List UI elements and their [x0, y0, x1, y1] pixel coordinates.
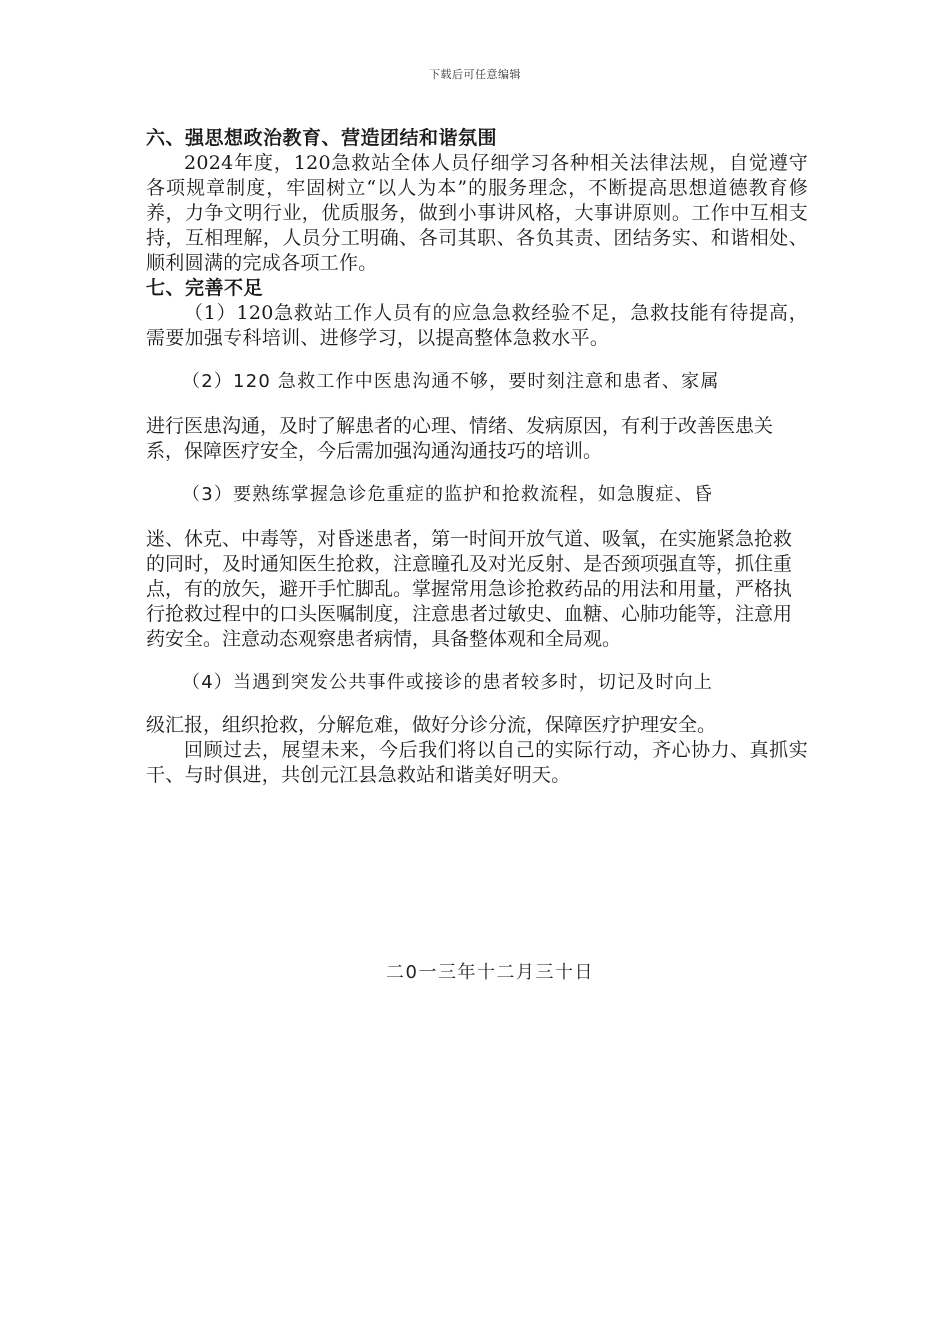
section-7-heading: 七、完善不足 — [146, 277, 264, 299]
document-date: 二0一三年十二月三十日 — [386, 962, 594, 983]
section-7-item-3 — [146, 482, 808, 652]
section-7-item-2-continued: 进行医患沟通，及时了解患者的心理、情绪、发病原因，有利于改善医患关系，保障医疗安全，今后需加强沟通沟通技巧的培训。 — [146, 415, 774, 462]
section-7-item-4-first-line: （4）当遇到突发公共事件或接诊的患者较多时，切记及时向上 — [182, 672, 714, 693]
section-6-paragraph: 2024年度，120急救站全体人员仔细学习各种相关法律法规，自觉遵守各项规章制度，牢固树立“以人为本”的服务理念，不断提高思想道德教育修养，力争文明行业，优质服务，做到小事讲风格，大事讲原则。工作中互相支持，互相理解，人员分工明确、各司其职、各负其责、团结务实、和谐相处、顺利圆满的完成各项工作。 — [146, 152, 808, 274]
page-header-note: 下载后可任意编辑 — [429, 68, 521, 81]
section-7-item-1: （1）120急救站工作人员有的应急急救经验不足，急救技能有待提高，需要加强专科培训、进修学习，以提高整体急救水平。 — [146, 302, 808, 349]
document-body — [146, 126, 808, 788]
section-7-item-3-first-line: （3）要熟练掌握急诊危重症的监护和抢救流程，如急腹症、昏 — [182, 484, 714, 505]
section-7-item-4 — [146, 670, 808, 738]
closing-paragraph: 回顾过去，展望未来，今后我们将以自己的实际行动，齐心协力、真抓实干、与时俱进，共创元江县急救站和谐美好明天。 — [146, 739, 808, 786]
section-7-item-2-first-line: （2）120 急救工作中医患沟通不够，要时刻注意和患者、家属 — [182, 371, 720, 392]
section-7-item-4-continued: 级汇报，组织抢救，分解危难，做好分诊分流，保障医疗护理安全。 — [146, 714, 717, 736]
section-7-item-2 — [146, 369, 808, 464]
section-7-item-3-continued: 迷、休克、中毒等，对昏迷患者，第一时间开放气道、吸氧，在实施紧急抢救的同时，及时通知医生抢救，注意瞳孔及对光反射、是否颈项强直等，抓住重点，有的放矢，避开手忙脚乱。掌握常用急诊抢救药品的用法和用量，严格执行抢救过程中的口头医嘱制度，注意患者过敏史、血糖、心肺功能等，注意用药安全。注意动态观察患者病情，具备整体观和全局观。 — [146, 528, 793, 650]
section-6-heading: 六、强思想政治教育、营造团结和谐氛围 — [146, 127, 498, 149]
